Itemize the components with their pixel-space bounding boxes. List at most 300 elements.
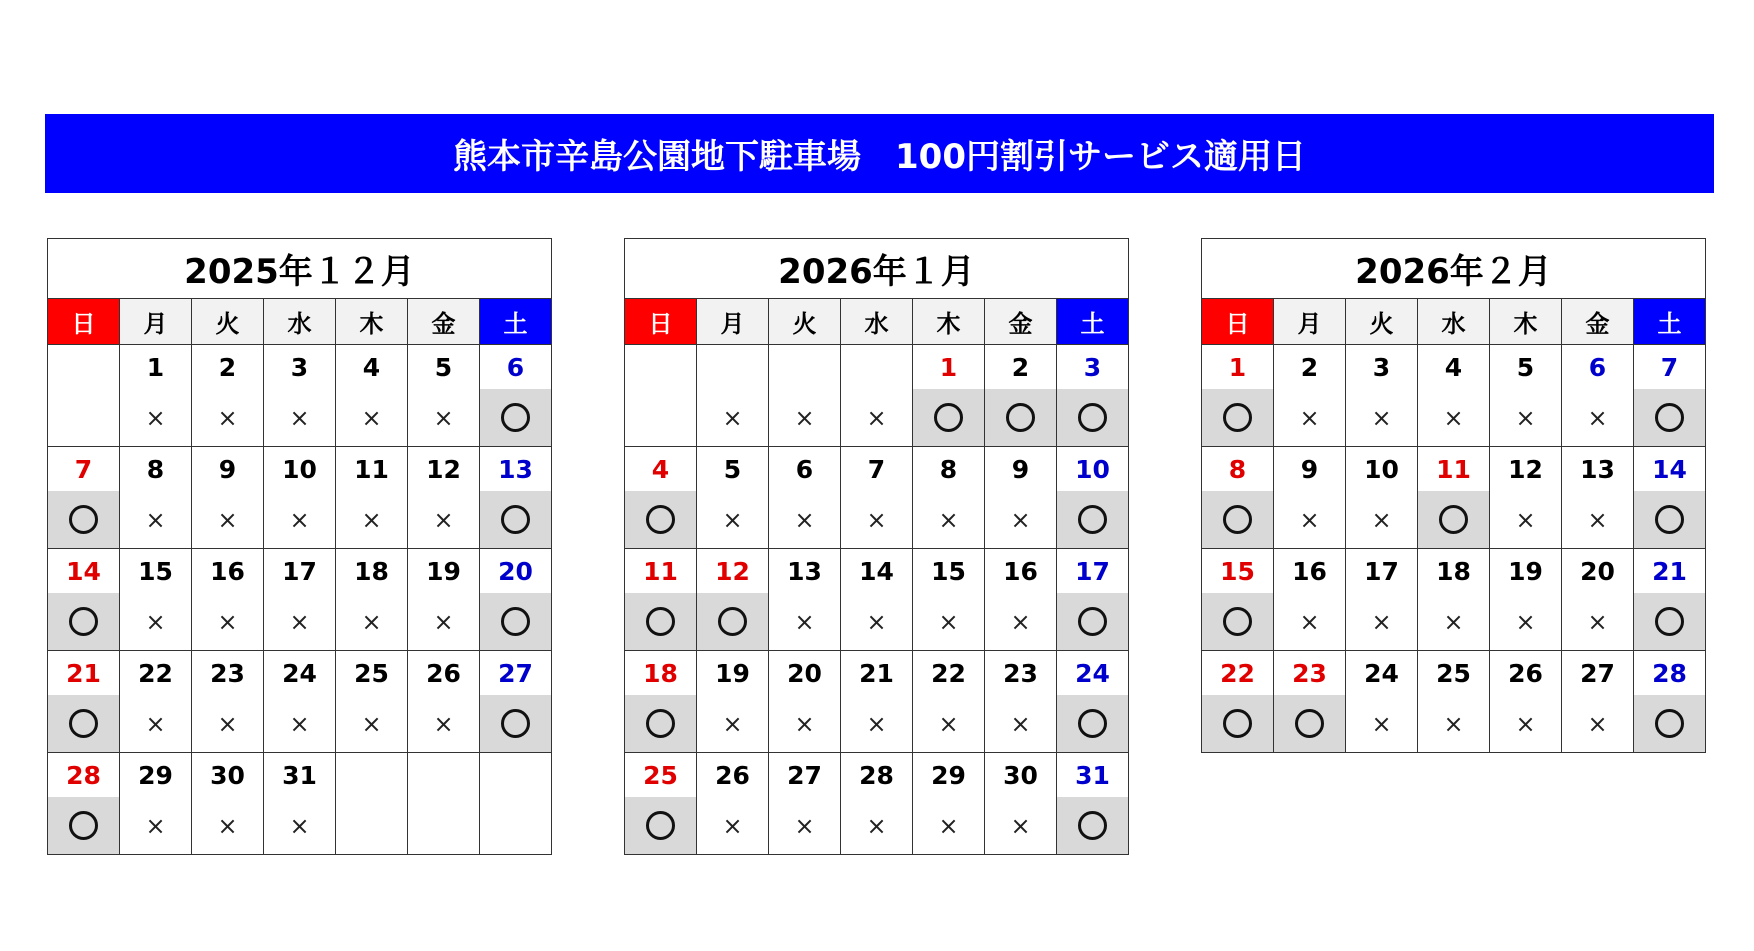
day-mark-cell — [408, 695, 480, 753]
day-mark-cell — [480, 695, 552, 753]
weekday-header-row — [625, 299, 1129, 345]
day-number: 13 — [769, 549, 841, 594]
no-discount-mark: × — [289, 607, 310, 636]
day-number: 11 — [336, 447, 408, 492]
day-number: 26 — [408, 651, 480, 696]
day-mark-cell — [264, 389, 336, 447]
day-mark-cell — [1490, 695, 1562, 753]
no-discount-mark: × — [1010, 709, 1031, 738]
day-number: 22 — [913, 651, 985, 696]
day-mark-cell — [625, 797, 697, 855]
no-discount-mark: × — [938, 709, 959, 738]
day-number: 26 — [1490, 651, 1562, 696]
day-mark-cell — [841, 593, 913, 651]
weekday-header: 水 — [1418, 299, 1490, 345]
no-discount-mark: × — [794, 505, 815, 534]
month-title-row — [48, 239, 552, 299]
day-number: 20 — [1562, 549, 1634, 594]
no-discount-mark: × — [866, 505, 887, 534]
calendar-2025-12 — [47, 238, 552, 855]
no-discount-mark: × — [722, 403, 743, 432]
day-number: 23 — [192, 651, 264, 696]
day-mark-cell — [769, 389, 841, 447]
week-mark-row — [48, 797, 552, 855]
no-discount-mark: × — [145, 811, 166, 840]
day-number: 29 — [913, 753, 985, 798]
discount-circle-icon — [1655, 505, 1684, 534]
discount-circle-icon — [501, 403, 530, 432]
no-discount-mark: × — [145, 709, 166, 738]
discount-circle-icon — [501, 607, 530, 636]
day-mark-cell — [985, 695, 1057, 753]
day-mark-cell — [48, 389, 120, 447]
week-mark-row — [1202, 593, 1706, 651]
no-discount-mark: × — [145, 403, 166, 432]
day-number: 4 — [1418, 345, 1490, 390]
day-number: 24 — [264, 651, 336, 696]
no-discount-mark: × — [1587, 403, 1608, 432]
no-discount-mark: × — [866, 709, 887, 738]
week-mark-row — [625, 695, 1129, 753]
day-mark-cell — [1057, 491, 1129, 549]
week-number-row — [1202, 345, 1706, 390]
day-number: 19 — [697, 651, 769, 696]
no-discount-mark: × — [361, 607, 382, 636]
no-discount-mark: × — [1010, 505, 1031, 534]
no-discount-mark: × — [289, 403, 310, 432]
week-number-row — [625, 549, 1129, 594]
day-mark-cell — [264, 695, 336, 753]
week-number-row — [48, 447, 552, 492]
no-discount-mark: × — [217, 709, 238, 738]
day-number: 6 — [480, 345, 552, 390]
discount-circle-icon — [1223, 505, 1252, 534]
day-mark-cell — [697, 593, 769, 651]
day-number: 27 — [480, 651, 552, 696]
day-number: 28 — [1634, 651, 1706, 696]
day-number: 13 — [480, 447, 552, 492]
discount-circle-icon — [1078, 403, 1107, 432]
week-mark-row — [48, 695, 552, 753]
day-number: 12 — [1490, 447, 1562, 492]
day-mark-cell — [264, 593, 336, 651]
day-number: 5 — [1490, 345, 1562, 390]
day-mark-cell — [408, 593, 480, 651]
week-mark-row — [625, 389, 1129, 447]
day-mark-cell — [1346, 389, 1418, 447]
weekday-header: 土 — [1057, 299, 1129, 345]
no-discount-mark: × — [361, 709, 382, 738]
no-discount-mark: × — [1515, 709, 1536, 738]
day-number: 24 — [1346, 651, 1418, 696]
no-discount-mark: × — [1515, 403, 1536, 432]
weekday-header: 土 — [480, 299, 552, 345]
day-number: 26 — [697, 753, 769, 798]
day-number: 3 — [264, 345, 336, 390]
no-discount-mark: × — [794, 709, 815, 738]
day-mark-cell — [480, 593, 552, 651]
day-number: 25 — [625, 753, 697, 798]
day-number: 11 — [625, 549, 697, 594]
day-mark-cell — [192, 695, 264, 753]
day-mark-cell — [1057, 797, 1129, 855]
discount-circle-icon — [646, 505, 675, 534]
discount-circle-icon — [1223, 607, 1252, 636]
day-mark-cell — [1274, 389, 1346, 447]
day-mark-cell — [1634, 593, 1706, 651]
day-mark-cell — [1562, 389, 1634, 447]
day-number: 7 — [1634, 345, 1706, 390]
no-discount-mark: × — [866, 403, 887, 432]
day-mark-cell — [336, 593, 408, 651]
day-number: 5 — [408, 345, 480, 390]
no-discount-mark: × — [794, 403, 815, 432]
day-mark-cell — [841, 797, 913, 855]
week-mark-row — [625, 491, 1129, 549]
day-number: 8 — [120, 447, 192, 492]
day-number: 16 — [985, 549, 1057, 594]
day-mark-cell — [1274, 491, 1346, 549]
week-mark-row — [1202, 491, 1706, 549]
day-number: 30 — [985, 753, 1057, 798]
day-mark-cell — [625, 389, 697, 447]
day-number: 10 — [1057, 447, 1129, 492]
no-discount-mark: × — [289, 505, 310, 534]
day-mark-cell — [769, 593, 841, 651]
week-number-row — [625, 447, 1129, 492]
day-mark-cell — [336, 491, 408, 549]
day-number: 28 — [48, 753, 120, 798]
day-mark-cell — [264, 797, 336, 855]
day-mark-cell — [697, 695, 769, 753]
no-discount-mark: × — [1587, 709, 1608, 738]
day-mark-cell — [1634, 389, 1706, 447]
day-number: 14 — [841, 549, 913, 594]
day-number: 1 — [913, 345, 985, 390]
day-number: 18 — [336, 549, 408, 594]
day-mark-cell — [1490, 491, 1562, 549]
day-mark-cell — [1274, 593, 1346, 651]
day-mark-cell — [1562, 695, 1634, 753]
day-number: 11 — [1418, 447, 1490, 492]
day-mark-cell — [264, 491, 336, 549]
discount-circle-icon — [1223, 709, 1252, 738]
day-mark-cell — [1418, 491, 1490, 549]
weekday-header: 月 — [1274, 299, 1346, 345]
calendar-2026-02 — [1201, 238, 1706, 753]
weekday-header: 木 — [913, 299, 985, 345]
no-discount-mark: × — [433, 607, 454, 636]
day-mark-cell — [48, 695, 120, 753]
day-mark-cell — [1346, 593, 1418, 651]
day-mark-cell — [1418, 593, 1490, 651]
day-number: 8 — [913, 447, 985, 492]
week-number-row — [1202, 651, 1706, 696]
day-number: 16 — [192, 549, 264, 594]
day-number: 30 — [192, 753, 264, 798]
day-mark-cell — [1346, 491, 1418, 549]
day-number: 8 — [1202, 447, 1274, 492]
week-number-row — [1202, 549, 1706, 594]
month-title: 2026年２月 — [1202, 239, 1706, 299]
day-number — [769, 345, 841, 390]
day-number: 27 — [1562, 651, 1634, 696]
day-number: 6 — [769, 447, 841, 492]
day-number: 20 — [480, 549, 552, 594]
week-mark-row — [625, 797, 1129, 855]
day-mark-cell — [1202, 695, 1274, 753]
month-title: 2025年１２月 — [48, 239, 552, 299]
week-mark-row — [48, 491, 552, 549]
day-number: 1 — [120, 345, 192, 390]
day-mark-cell — [192, 491, 264, 549]
discount-circle-icon — [1078, 709, 1107, 738]
weekday-header: 月 — [120, 299, 192, 345]
no-discount-mark: × — [1371, 505, 1392, 534]
week-number-row — [48, 345, 552, 390]
day-number: 31 — [1057, 753, 1129, 798]
day-mark-cell — [120, 797, 192, 855]
weekday-header: 日 — [48, 299, 120, 345]
day-number: 4 — [336, 345, 408, 390]
day-number — [480, 753, 552, 798]
day-number: 22 — [120, 651, 192, 696]
day-mark-cell — [985, 797, 1057, 855]
day-number: 23 — [1274, 651, 1346, 696]
day-mark-cell — [841, 491, 913, 549]
day-mark-cell — [913, 491, 985, 549]
no-discount-mark: × — [866, 811, 887, 840]
day-mark-cell — [1490, 389, 1562, 447]
day-mark-cell — [1274, 695, 1346, 753]
day-mark-cell — [841, 695, 913, 753]
discount-circle-icon — [1655, 403, 1684, 432]
no-discount-mark: × — [794, 607, 815, 636]
day-mark-cell — [336, 389, 408, 447]
no-discount-mark: × — [361, 403, 382, 432]
no-discount-mark: × — [1010, 811, 1031, 840]
week-number-row — [48, 651, 552, 696]
day-mark-cell — [48, 491, 120, 549]
day-number: 3 — [1057, 345, 1129, 390]
weekday-header: 木 — [336, 299, 408, 345]
day-number: 24 — [1057, 651, 1129, 696]
day-mark-cell — [408, 797, 480, 855]
no-discount-mark: × — [1587, 505, 1608, 534]
day-mark-cell — [1057, 695, 1129, 753]
day-mark-cell — [480, 491, 552, 549]
day-mark-cell — [408, 389, 480, 447]
no-discount-mark: × — [1010, 607, 1031, 636]
discount-circle-icon — [1295, 709, 1324, 738]
week-number-row — [48, 549, 552, 594]
discount-circle-icon — [69, 811, 98, 840]
day-number: 3 — [1346, 345, 1418, 390]
day-number: 14 — [1634, 447, 1706, 492]
page-title-banner — [45, 114, 1714, 193]
day-mark-cell — [985, 389, 1057, 447]
no-discount-mark: × — [1299, 607, 1320, 636]
day-mark-cell — [1202, 593, 1274, 651]
day-number — [697, 345, 769, 390]
discount-circle-icon — [501, 709, 530, 738]
day-number: 1 — [1202, 345, 1274, 390]
no-discount-mark: × — [794, 811, 815, 840]
day-mark-cell — [336, 797, 408, 855]
no-discount-mark: × — [289, 709, 310, 738]
week-mark-row — [625, 593, 1129, 651]
weekday-header: 水 — [841, 299, 913, 345]
day-number — [841, 345, 913, 390]
no-discount-mark: × — [1515, 505, 1536, 534]
no-discount-mark: × — [722, 811, 743, 840]
day-mark-cell — [625, 491, 697, 549]
no-discount-mark: × — [433, 709, 454, 738]
calendar-2026-01 — [624, 238, 1129, 855]
no-discount-mark: × — [145, 505, 166, 534]
day-number: 16 — [1274, 549, 1346, 594]
day-mark-cell — [192, 797, 264, 855]
no-discount-mark: × — [1443, 403, 1464, 432]
day-number — [336, 753, 408, 798]
day-mark-cell — [985, 593, 1057, 651]
no-discount-mark: × — [1443, 607, 1464, 636]
day-number: 13 — [1562, 447, 1634, 492]
day-number: 31 — [264, 753, 336, 798]
day-number: 28 — [841, 753, 913, 798]
week-mark-row — [1202, 389, 1706, 447]
day-number: 2 — [985, 345, 1057, 390]
no-discount-mark: × — [289, 811, 310, 840]
discount-circle-icon — [69, 709, 98, 738]
week-number-row — [48, 753, 552, 798]
discount-circle-icon — [1439, 505, 1468, 534]
weekday-header: 火 — [1346, 299, 1418, 345]
day-number — [408, 753, 480, 798]
day-mark-cell — [480, 389, 552, 447]
weekday-header: 日 — [625, 299, 697, 345]
no-discount-mark: × — [433, 403, 454, 432]
discount-circle-icon — [646, 709, 675, 738]
day-mark-cell — [1562, 593, 1634, 651]
day-mark-cell — [192, 389, 264, 447]
week-number-row — [625, 345, 1129, 390]
no-discount-mark: × — [1371, 709, 1392, 738]
discount-circle-icon — [1006, 403, 1035, 432]
day-mark-cell — [480, 797, 552, 855]
no-discount-mark: × — [433, 505, 454, 534]
day-mark-cell — [913, 797, 985, 855]
day-mark-cell — [769, 695, 841, 753]
no-discount-mark: × — [722, 709, 743, 738]
month-title-row — [625, 239, 1129, 299]
no-discount-mark: × — [1443, 709, 1464, 738]
day-number: 25 — [1418, 651, 1490, 696]
day-number: 7 — [48, 447, 120, 492]
day-mark-cell — [913, 593, 985, 651]
no-discount-mark: × — [217, 505, 238, 534]
weekday-header: 金 — [1562, 299, 1634, 345]
day-number: 4 — [625, 447, 697, 492]
weekday-header: 金 — [408, 299, 480, 345]
day-number: 29 — [120, 753, 192, 798]
no-discount-mark: × — [361, 505, 382, 534]
month-title: 2026年１月 — [625, 239, 1129, 299]
day-number — [625, 345, 697, 390]
no-discount-mark: × — [938, 505, 959, 534]
discount-circle-icon — [934, 403, 963, 432]
day-number: 18 — [625, 651, 697, 696]
weekday-header: 金 — [985, 299, 1057, 345]
day-mark-cell — [1057, 389, 1129, 447]
day-mark-cell — [192, 593, 264, 651]
day-number — [48, 345, 120, 390]
day-mark-cell — [769, 797, 841, 855]
no-discount-mark: × — [938, 607, 959, 636]
day-mark-cell — [48, 797, 120, 855]
day-mark-cell — [120, 593, 192, 651]
day-number: 19 — [1490, 549, 1562, 594]
day-mark-cell — [408, 491, 480, 549]
day-number: 21 — [841, 651, 913, 696]
discount-circle-icon — [646, 607, 675, 636]
day-mark-cell — [985, 491, 1057, 549]
week-mark-row — [1202, 695, 1706, 753]
discount-circle-icon — [501, 505, 530, 534]
no-discount-mark: × — [1299, 403, 1320, 432]
day-number: 27 — [769, 753, 841, 798]
day-number: 20 — [769, 651, 841, 696]
no-discount-mark: × — [722, 505, 743, 534]
day-mark-cell — [1346, 695, 1418, 753]
day-mark-cell — [1562, 491, 1634, 549]
weekday-header-row — [48, 299, 552, 345]
discount-circle-icon — [1078, 505, 1107, 534]
day-number: 21 — [1634, 549, 1706, 594]
day-mark-cell — [120, 389, 192, 447]
day-mark-cell — [913, 695, 985, 753]
day-number: 25 — [336, 651, 408, 696]
week-number-row — [1202, 447, 1706, 492]
day-mark-cell — [697, 389, 769, 447]
day-number: 9 — [985, 447, 1057, 492]
no-discount-mark: × — [938, 811, 959, 840]
no-discount-mark: × — [866, 607, 887, 636]
day-number: 23 — [985, 651, 1057, 696]
day-number: 17 — [1346, 549, 1418, 594]
day-number: 9 — [1274, 447, 1346, 492]
day-number: 22 — [1202, 651, 1274, 696]
day-number: 12 — [408, 447, 480, 492]
weekday-header: 木 — [1490, 299, 1562, 345]
discount-circle-icon — [1078, 811, 1107, 840]
day-number: 15 — [1202, 549, 1274, 594]
day-number: 12 — [697, 549, 769, 594]
weekday-header: 火 — [769, 299, 841, 345]
day-mark-cell — [120, 695, 192, 753]
weekday-header: 月 — [697, 299, 769, 345]
discount-circle-icon — [718, 607, 747, 636]
weekday-header: 日 — [1202, 299, 1274, 345]
week-number-row — [625, 651, 1129, 696]
no-discount-mark: × — [1299, 505, 1320, 534]
weekday-header-row — [1202, 299, 1706, 345]
day-mark-cell — [1057, 593, 1129, 651]
day-number: 15 — [913, 549, 985, 594]
no-discount-mark: × — [217, 811, 238, 840]
day-mark-cell — [625, 593, 697, 651]
day-mark-cell — [769, 491, 841, 549]
